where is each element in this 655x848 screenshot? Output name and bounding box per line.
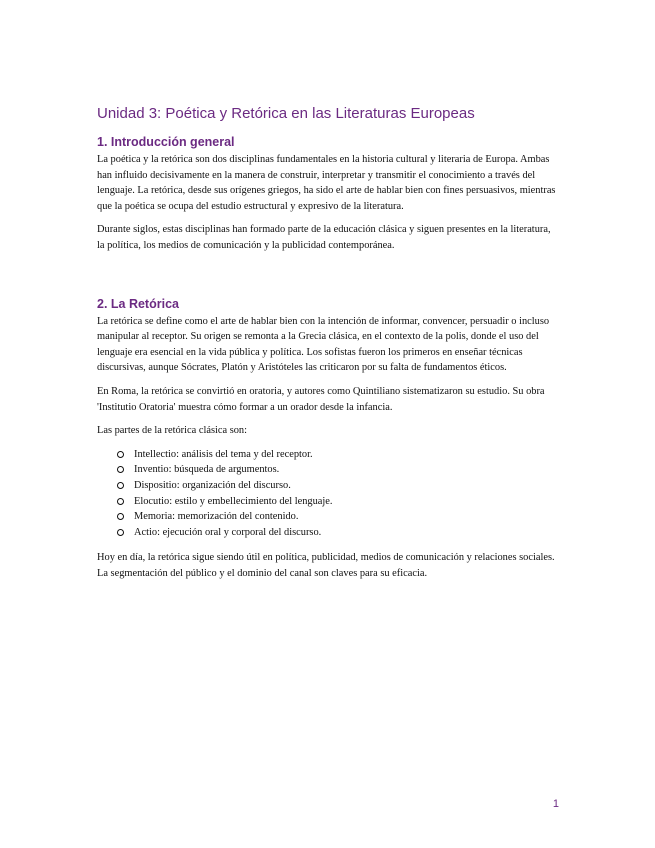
list-item (117, 525, 557, 541)
list-item-text: Intellectio: análisis del tema y del receptor. (134, 448, 313, 460)
circle-bullet-icon (117, 529, 124, 536)
document-page (97, 104, 557, 589)
list-item (117, 509, 557, 525)
section-heading-retorica: 2. La Retórica (97, 296, 179, 311)
circle-bullet-icon (117, 498, 124, 505)
circle-bullet-icon (117, 466, 124, 473)
section-heading-introduccion: 1. Introducción general (97, 135, 235, 149)
page-number: 1 (552, 798, 559, 810)
list-item-text: Memoria: memorización del contenido. (134, 511, 299, 523)
paragraph: Hoy en día, la retórica sigue siendo útil en política, publicidad, medios de comunicación y relaciones sociales. La segmentación del público y el dominio del canal son claves para su eficacia. (97, 552, 555, 579)
list-item (117, 447, 557, 463)
paragraph: En Roma, la retórica se convirtió en oratoria, y autores como Quintiliano sistematizaron su estudio. Su obra 'Institutio Oratoria' muestra cómo formar a un orador desde la infancia. (97, 385, 545, 413)
list-item (117, 462, 557, 478)
document-title: Unidad 3: Poética y Retórica en las Literaturas Europeas (97, 105, 475, 122)
paragraph: La poética y la retórica son dos disciplinas fundamentales en la historia cultural y literaria de Europa. Ambas han influido decisivamente en la manera de construir, interpretar y transmitir el conocimiento a través del lenguaje. La retórica, desde sus orígenes griegos, ha sido el arte de hablar bien con fines persuasivos, mientras que la poética se ocupa del estudio estructural y expresivo de la literatura. (97, 154, 556, 212)
circle-bullet-icon (117, 482, 124, 489)
paragraph: La retórica se define como el arte de hablar bien con la intención de informar, convencer, persuadir o incluso manipular al receptor. Su origen se remonta a la Grecia clásica, en el contexto de la polis, donde el uso del lenguaje era esencial en la vida pública y política. Los sofistas fueron los primeros en enseñar técnicas discursivas, aunque Sócrates, Platón y Aristóteles las criticaron por su falta de fundamentos éticos. (97, 315, 550, 374)
list-item-text: Dispositio: organización del discurso. (134, 479, 291, 491)
list-item (117, 494, 557, 510)
list-item-text: Elocutio: estilo y embellecimiento del lenguaje. (134, 495, 333, 507)
list-item (117, 478, 557, 494)
circle-bullet-icon (117, 451, 124, 458)
paragraph: Durante siglos, estas disciplinas han formado parte de la educación clásica y siguen presentes en la literatura, la política, los medios de comunicación y la publicidad contemporánea. (97, 224, 551, 251)
circle-bullet-icon (117, 513, 124, 520)
list-item-text: Inventio: búsqueda de argumentos. (134, 464, 280, 476)
rhetoric-parts-list (97, 447, 557, 541)
paragraph: Las partes de la retórica clásica son: (97, 425, 248, 437)
spacer (97, 262, 557, 296)
list-item-text: Actio: ejecución oral y corporal del discurso. (134, 526, 322, 538)
